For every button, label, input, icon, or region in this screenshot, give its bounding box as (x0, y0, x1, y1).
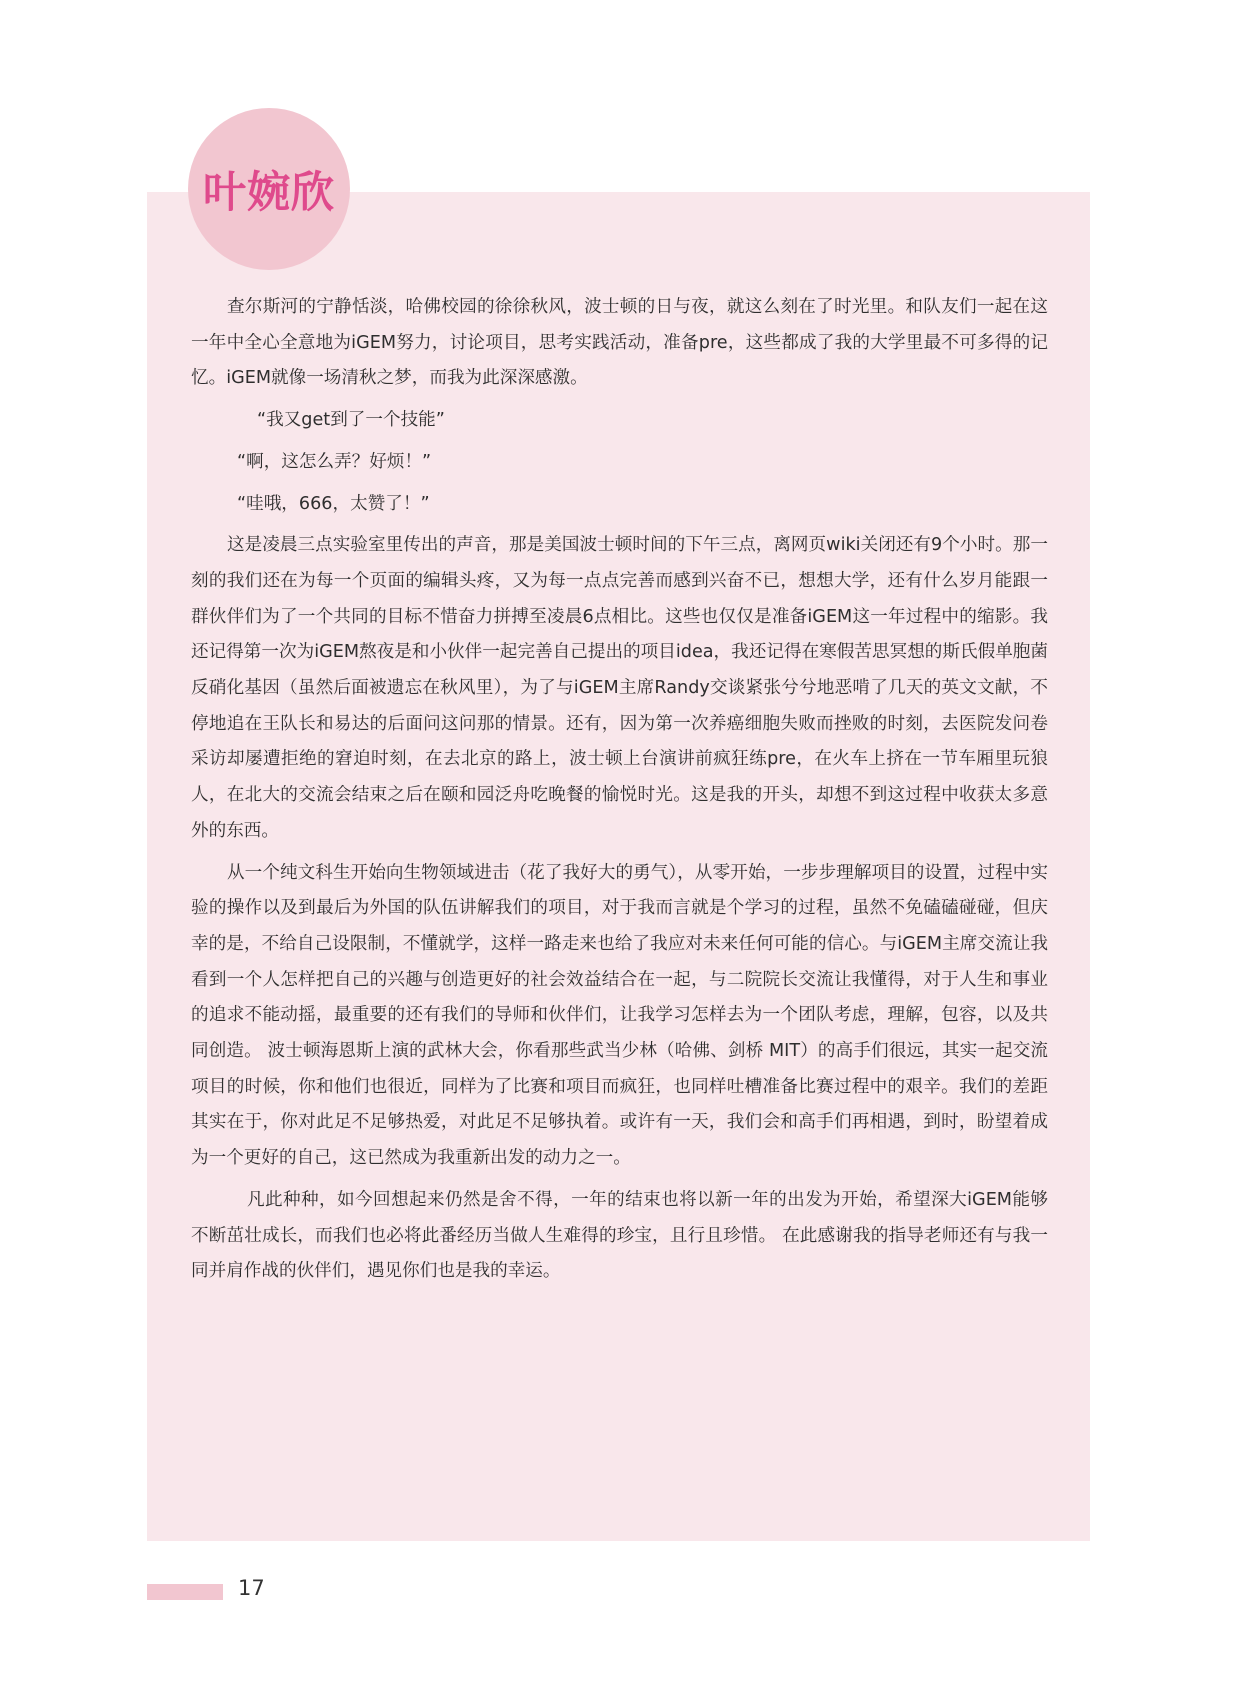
paragraph-learning: 从一个纯文科生开始向生物领域进击（花了我好大的勇气），从零开始，一步步理解项目的设置，过程中实验的操作以及到最后为外国的队伍讲解我们的项目，对于我而言就是个学习的过程，虽然不免磕磕碰碰，但庆幸的是，不给自己设限制，不懂就学，这样一路走来也给了我应对未来任何可能的信心。与iGEM主席交流让我看到一个人怎样把自己的兴趣与创造更好的社会效益结合在一起，与二院院长交流让我懂得，对于人生和事业的追求不能动摇，最重要的还有我们的导师和伙伴们，让我学习怎样去为一个团队考虑，理解，包容，以及共同创造。 波士顿海恩斯上演的武林大会，你看那些武当少林（哈佛、剑桥 MIT）的高手们很远，其实一起交流项目的时候，你和他们也很近，同样为了比赛和项目而疯狂，也同样吐槽准备比赛过程中的艰辛。我们的差距其实在于，你对此足不足够热爱，对此足不足够执着。或许有一天，我们会和高手们再相遇，到时，盼望着成为一个更好的自己，这已然成为我重新出发的动力之一。 (191, 862, 1048, 1169)
page-number: 17 (238, 1576, 265, 1600)
paragraph-lab-night: 这是凌晨三点实验室里传出的声音，那是美国波士顿时间的下午三点，离网页wiki关闭还有9个小时。那一刻的我们还在为每一个页面的编辑头疼，又为每一点点完善而感到兴奋不已，想想大学，还有什么岁月能跟一群伙伴们为了一个共同的目标不惜奋力拼搏至凌晨6点相比。这些也仅仅是准备iGEM这一年过程中的缩影。我还记得第一次为iGEM熬夜是和小伙伴一起完善自己提出的项目idea，我还记得在寒假苦思冥想的斯氏假单胞菌反硝化基因（虽然后面被遗忘在秋风里），为了与iGEM主席Randy交谈紧张兮兮地恶啃了几天的英文文献，不停地追在王队长和易达的后面问这问那的情景。还有，因为第一次养癌细胞失败而挫败的时刻，去医院发问卷采访却屡遭拒绝的窘迫时刻，在去北京的路上，波士顿上台演讲前疯狂练pre，在火车上挤在一节车厢里玩狼人，在北大的交流会结束之后在颐和园泛舟吃晚餐的愉悦时光。这是我的开头，却想不到这过程中收获太多意外的东西。 (191, 535, 1048, 841)
paragraph-closing: 凡此种种，如今回想起来仍然是舍不得，一年的结束也将以新一年的出发为开始，希望深大iGEM能够不断茁壮成长，而我们也必将此番经历当做人生难得的珍宝，且行且珍惜。 在此感谢我的指导老师还有与我一同并肩作战的伙伴们，遇见你们也是我的幸运。 (191, 1189, 1048, 1282)
article-body (191, 290, 1048, 1296)
footer-accent-bar (147, 1584, 223, 1600)
author-name: 叶婉欣 (203, 167, 335, 218)
paragraph-intro: 查尔斯河的宁静恬淡，哈佛校园的徐徐秋风，波士顿的日与夜，就这么刻在了时光里。和队友们一起在这一年中全心全意地为iGEM努力，讨论项目，思考实践活动，准备pre，这些都成了我的大学里最不可多得的记忆。iGEM就像一场清秋之梦，而我为此深深感激。 (191, 297, 1048, 389)
name-badge (188, 108, 350, 270)
quote-line-1: “我又get到了一个技能” (257, 410, 445, 431)
quote-line-3: “哇哦，666，太赞了！” (237, 493, 430, 514)
quote-line-2: “啊，这怎么弄？好烦！” (237, 451, 432, 472)
